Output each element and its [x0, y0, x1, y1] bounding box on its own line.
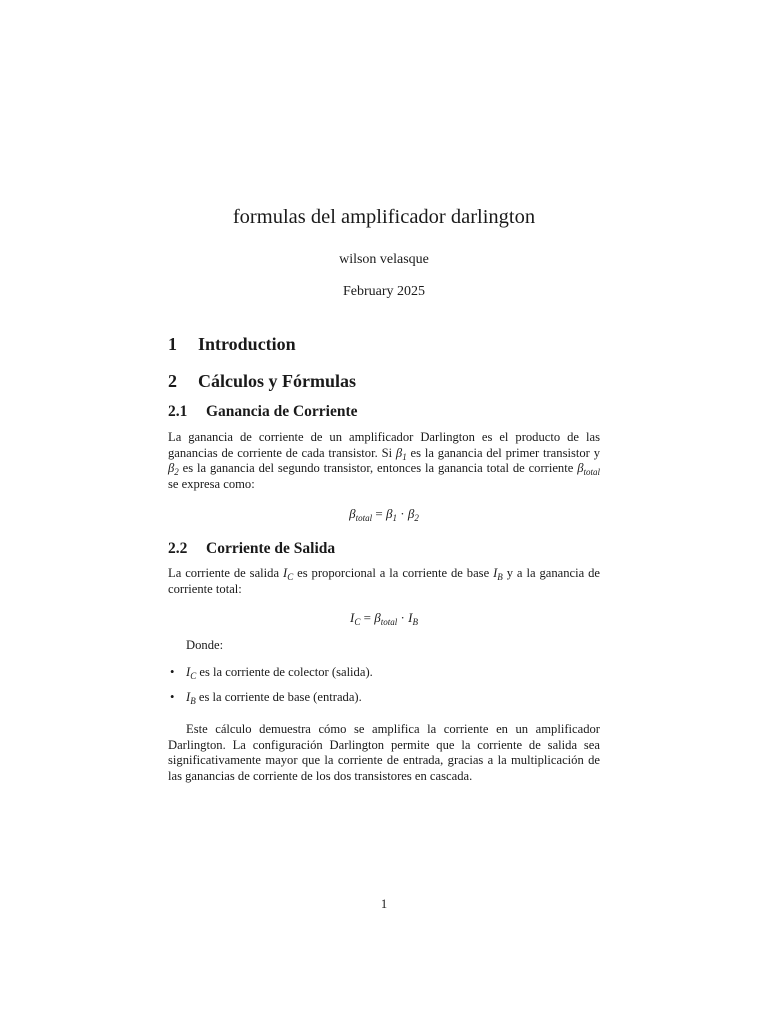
section-title: Cálculos y Fórmulas — [198, 371, 357, 391]
document-page — [168, 0, 600, 1024]
equation-beta-total: $\beta_{total} = \beta_1 \cdot \beta_2$ — [349, 506, 419, 523]
section-title: Introduction — [198, 334, 296, 354]
subsection-corriente-heading — [168, 540, 335, 558]
paragraph-conclusion: Este cálculo demuestra cómo se amplifica la corriente en un amplificador Darlington. La configuración Darlington permite que la corriente de salida sea significativamente mayor que la corriente de entrada, gracias a la multiplicación de las ganancias de corriente de los dos transistores en cascada. — [168, 722, 600, 783]
equation-ic: $I_C = \beta_{total} \cdot I_B$ — [350, 610, 418, 627]
document-date: February 2025 — [342, 284, 426, 299]
donde-label: Donde: — [186, 638, 224, 652]
subsection-number: 2.2 — [168, 540, 188, 557]
math-beta-1: $\beta_1$ — [395, 445, 407, 462]
section-number: 2 — [168, 371, 177, 391]
list-item: • $I_B$ es la corriente de base (entrada). — [170, 689, 362, 706]
page-number: 1 — [380, 897, 388, 911]
subsection-title: Corriente de Salida — [206, 540, 336, 557]
math-ib: $I_B$ — [493, 566, 503, 582]
subsection-number: 2.1 — [168, 403, 188, 420]
subsection-ganancia-heading — [168, 403, 358, 421]
definitions-list — [168, 665, 600, 705]
subsection-title: Ganancia de Corriente — [206, 403, 358, 420]
list-item: • $I_C$ es la corriente de colector (salida). — [170, 665, 373, 681]
document-title: formulas del amplificador darlington — [232, 206, 536, 228]
section-calculos-heading — [168, 371, 356, 392]
section-introduction-heading — [168, 334, 296, 355]
paragraph-corriente: La corriente de salida $I_C$ es proporcional a la corriente de base $I_B$ y a la ganancia de corriente total: — [168, 566, 601, 596]
math-beta-2: $\beta_2$ — [168, 461, 179, 478]
math-beta-total: $\beta_{total}$ — [577, 461, 600, 478]
paragraph-ganancia: La ganancia de corriente de un amplificador Darlington es el producto de las ganancias de corriente de cada transistor. Si $\beta_1$ es la ganancia del primer transistor y $\beta_2$ es la ganancia del segundo transistor, entonces la ganancia total de corriente $\beta_{total}$ se expresa como: — [168, 430, 600, 491]
document-author: wilson velasque — [339, 252, 429, 267]
math-ic: $I_C$ — [282, 566, 294, 582]
section-number: 1 — [168, 334, 177, 354]
